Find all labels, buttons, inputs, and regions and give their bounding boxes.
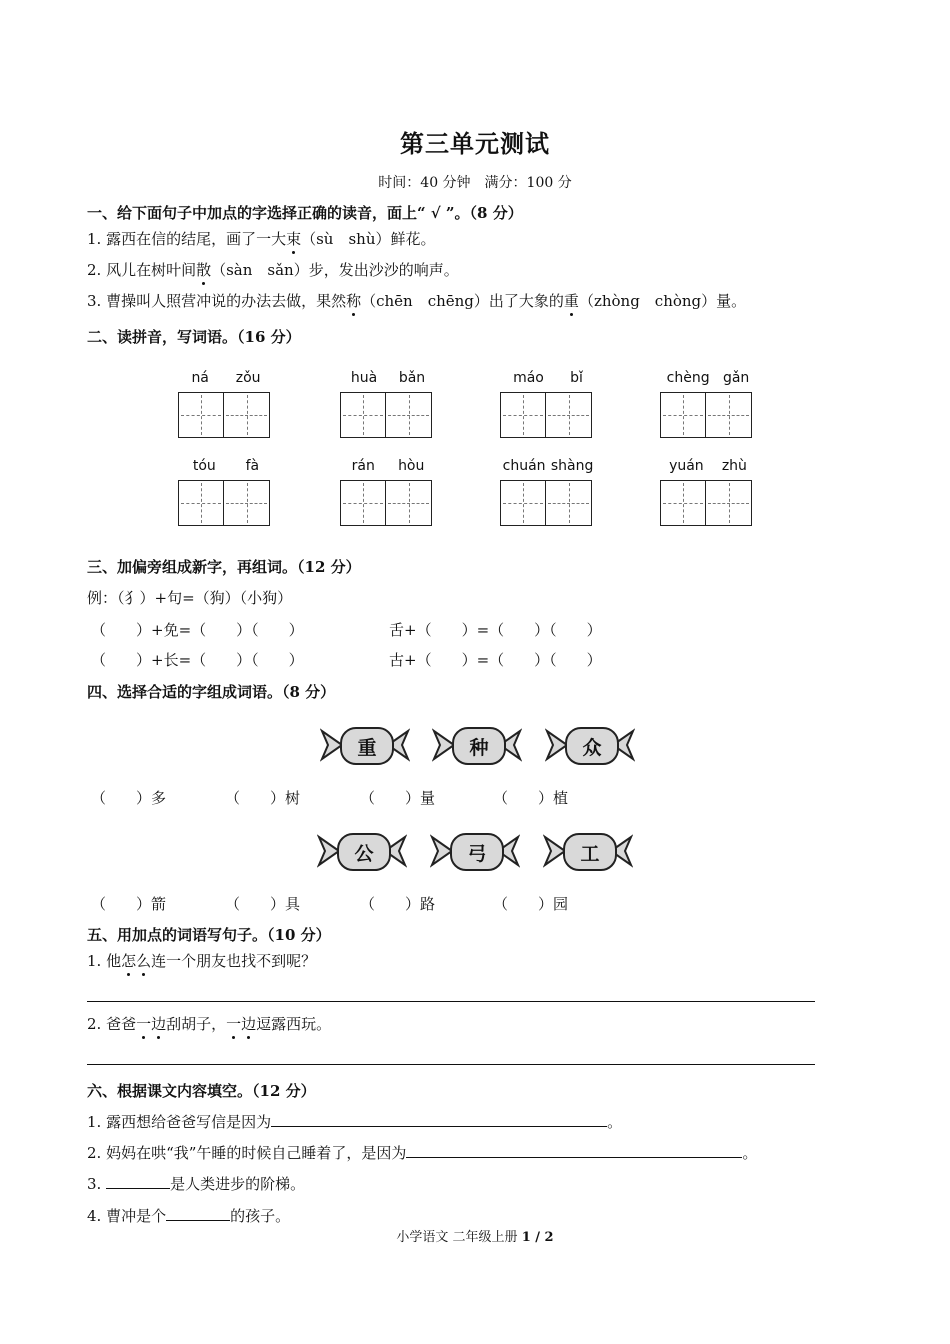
s5-q2-text-mid: 刮胡子， xyxy=(166,1015,227,1033)
pinyin-item xyxy=(660,370,756,438)
pinyin-item xyxy=(340,458,436,526)
s1-q1-dotted-char: 束 xyxy=(286,230,302,248)
pinyin-syllable: fà xyxy=(245,458,260,474)
pinyin-syllable: rán xyxy=(351,458,375,474)
answer-line[interactable] xyxy=(87,1064,815,1065)
page-title: 第三单元测试 xyxy=(400,129,550,158)
s4-blank-item: （ ）多 xyxy=(91,789,167,807)
s3-row-2-right: 古+（ ）=（ ）（ ） xyxy=(389,651,602,669)
candy-char: 公 xyxy=(337,833,391,871)
pinyin-item xyxy=(660,458,756,526)
fill-blank[interactable] xyxy=(406,1142,742,1158)
footer-text: 小学语文 二年级上册 xyxy=(396,1230,522,1245)
s5-q2-dotted-char: 边 xyxy=(241,1015,257,1033)
s6-question-1 xyxy=(87,1111,622,1132)
s5-q2-dotted-char: 一 xyxy=(226,1015,242,1033)
pinyin-item xyxy=(178,370,274,438)
answer-line[interactable] xyxy=(87,1001,815,1002)
s5-q2-text: 2. 爸爸 xyxy=(87,1015,137,1033)
tianzi-box[interactable] xyxy=(706,480,752,526)
s5-q2-dotted-char: 边 xyxy=(151,1015,167,1033)
section-1-heading: 一、给下面句子中加点的字选择正确的读音，面上“ √ ”。（8 分） xyxy=(87,204,523,222)
pinyin-item xyxy=(500,370,596,438)
fill-blank[interactable] xyxy=(106,1173,170,1189)
tianzi-box[interactable] xyxy=(224,392,270,438)
tianzi-box[interactable] xyxy=(500,480,546,526)
s1-question-2 xyxy=(87,259,459,280)
section-4-heading: 四、选择合适的字组成词语。（8 分） xyxy=(87,683,336,701)
pinyin-syllable: bǐ xyxy=(570,370,583,386)
pinyin-syllable: tóu xyxy=(192,458,216,474)
tianzi-box[interactable] xyxy=(660,392,706,438)
s6-question-4 xyxy=(87,1205,290,1226)
tianzi-box[interactable] xyxy=(546,392,592,438)
fill-blank[interactable] xyxy=(271,1111,607,1127)
s6-question-2 xyxy=(87,1142,757,1163)
tianzi-box[interactable] xyxy=(386,392,432,438)
s3-row-1-right: 舌+（ ）=（ ）（ ） xyxy=(389,621,602,639)
s5-q2-dotted-char: 一 xyxy=(136,1015,152,1033)
s5-q1-dotted-char: 怎 xyxy=(121,952,137,970)
s4-blank-item: （ ）园 xyxy=(493,895,569,913)
tianzi-box[interactable] xyxy=(340,392,386,438)
s1-q3-dotted-char: 称 xyxy=(346,292,362,310)
s1-q2-dotted-char: 散 xyxy=(196,261,212,279)
candy-option xyxy=(432,725,522,765)
s6-q2-end: 。 xyxy=(742,1144,758,1162)
s3-example: 例：（犭）+句=（狗）（小狗） xyxy=(87,589,293,607)
s4-blank-item: （ ）路 xyxy=(360,895,436,913)
candy-option xyxy=(430,831,520,871)
section-3-heading: 三、加偏旁组成新字，再组词。（12 分） xyxy=(87,558,361,576)
s1-q2-options: （sàn sǎn）步，发出沙沙的响声。 xyxy=(211,261,459,279)
page-number: 1 / 2 xyxy=(521,1230,554,1245)
s5-q2-text-end: 逗露西玩。 xyxy=(256,1015,332,1033)
pinyin-syllable: yuán xyxy=(669,458,704,474)
s6-q2-text: 2. 妈妈在哄“我”午睡的时候自己睡着了，是因为 xyxy=(87,1144,407,1162)
tianzi-box[interactable] xyxy=(706,392,752,438)
s1-q1-options: （sù shù）鲜花。 xyxy=(301,230,436,248)
pinyin-item xyxy=(340,370,436,438)
candy-option xyxy=(317,831,407,871)
pinyin-syllable: zhù xyxy=(721,458,747,474)
s5-q1-dotted-char: 么 xyxy=(136,952,152,970)
s5-q1-text: 1. 他 xyxy=(87,952,122,970)
s3-row-1-left: （ ）+免=（ ）（ ） xyxy=(91,621,304,639)
s5-q1-text-end: 连一个朋友也找不到呢？ xyxy=(151,952,317,970)
candy-char: 工 xyxy=(563,833,617,871)
s1-q3-text: 3. 曹操叫人照营冲说的办法去做，果然 xyxy=(87,292,347,310)
s4-blank-item: （ ）树 xyxy=(225,789,301,807)
s1-q1-text: 1. 露西在信的结尾，画了一大 xyxy=(87,230,287,248)
s6-q4-end: 的孩子。 xyxy=(230,1207,291,1225)
s6-q3-text: 3. xyxy=(87,1175,107,1193)
s1-q3-options: （chēn chēng）出了大象的 xyxy=(361,292,564,310)
pinyin-syllable: gǎn xyxy=(722,370,750,386)
pinyin-syllable: chuán xyxy=(502,458,546,474)
candy-option xyxy=(545,725,635,765)
tianzi-box[interactable] xyxy=(340,480,386,526)
s4-blank-item: （ ）具 xyxy=(225,895,301,913)
s3-row-2-left: （ ）+长=（ ）（ ） xyxy=(91,651,304,669)
fill-blank[interactable] xyxy=(166,1205,230,1221)
s1-q3-dotted-char-2: 重 xyxy=(563,292,579,310)
tianzi-box[interactable] xyxy=(386,480,432,526)
s1-question-3 xyxy=(87,290,746,311)
candy-char: 重 xyxy=(340,727,394,765)
s5-question-2 xyxy=(87,1013,331,1034)
pinyin-syllable: máo xyxy=(513,370,544,386)
pinyin-item xyxy=(178,458,274,526)
s5-question-1 xyxy=(87,950,316,971)
pinyin-grid xyxy=(150,362,800,538)
tianzi-box[interactable] xyxy=(178,480,224,526)
tianzi-box[interactable] xyxy=(178,392,224,438)
pinyin-syllable: hòu xyxy=(398,458,425,474)
page-footer xyxy=(0,1226,950,1245)
s4-blank-item: （ ）植 xyxy=(493,789,569,807)
tianzi-box[interactable] xyxy=(224,480,270,526)
pinyin-syllable: zǒu xyxy=(235,370,261,386)
s1-q3-options-2: （zhòng chòng）量。 xyxy=(578,292,747,310)
section-2-heading: 二、读拼音，写词语。（16 分） xyxy=(87,328,301,346)
pinyin-syllable: shàng xyxy=(550,458,594,474)
pinyin-syllable: ná xyxy=(191,370,209,386)
pinyin-item xyxy=(500,458,596,526)
s4-blank-item: （ ）量 xyxy=(360,789,436,807)
section-6-heading: 六、根据课文内容填空。（12 分） xyxy=(87,1082,316,1100)
candy-option xyxy=(320,725,410,765)
candy-option xyxy=(543,831,633,871)
pinyin-syllable: chèng xyxy=(666,370,710,386)
candy-char: 众 xyxy=(565,727,619,765)
s6-q1-end: 。 xyxy=(607,1113,623,1131)
section-5-heading: 五、用加点的词语写句子。（10 分） xyxy=(87,926,331,944)
candy-char: 种 xyxy=(452,727,506,765)
tianzi-box[interactable] xyxy=(660,480,706,526)
candy-char: 弓 xyxy=(450,833,504,871)
pinyin-syllable: bǎn xyxy=(398,370,426,386)
tianzi-box[interactable] xyxy=(546,480,592,526)
s1-question-1 xyxy=(87,228,436,249)
s6-q1-text: 1. 露西想给爸爸写信是因为 xyxy=(87,1113,272,1131)
s1-q2-text: 2. 风儿在树叶间 xyxy=(87,261,197,279)
s4-blank-item: （ ）箭 xyxy=(91,895,167,913)
s6-q3-end: 是人类进步的阶梯。 xyxy=(170,1175,306,1193)
exam-meta: 时间：40 分钟 满分：100 分 xyxy=(378,175,572,191)
tianzi-box[interactable] xyxy=(500,392,546,438)
s6-q4-text: 4. 曹冲是个 xyxy=(87,1207,167,1225)
pinyin-syllable: huà xyxy=(350,370,378,386)
s6-question-3 xyxy=(87,1173,305,1194)
